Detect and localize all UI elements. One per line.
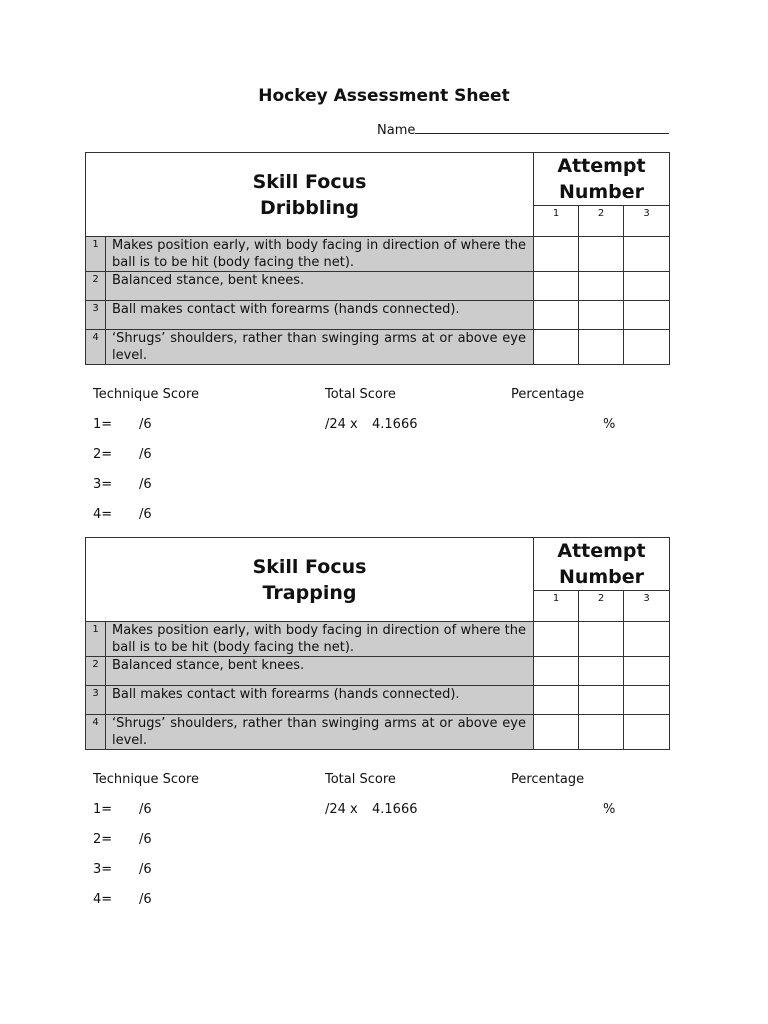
criterion-row <box>86 272 670 301</box>
skill-focus-header <box>86 153 534 237</box>
total-score-label: Total Score <box>325 772 396 787</box>
multiplier-value: 4.1666 <box>372 802 418 817</box>
score-cell-attempt-3[interactable] <box>624 715 670 750</box>
total-score-label: Total Score <box>325 387 396 402</box>
skill-table-dribbling <box>85 152 670 365</box>
skill-focus-label: Skill Focus <box>252 555 367 578</box>
criterion-row <box>86 330 670 365</box>
score-cell-attempt-3[interactable] <box>624 622 670 657</box>
score-cell-attempt-3[interactable] <box>624 330 670 365</box>
total-formula: /24 x <box>325 802 358 817</box>
criterion-text: Balanced stance, bent knees. <box>106 657 534 686</box>
score-cell-attempt-1[interactable] <box>534 715 579 750</box>
technique-row-value: /6 <box>139 892 152 907</box>
technique-row-label: 2= <box>93 832 113 847</box>
technique-row-label: 3= <box>93 477 113 492</box>
multiplier-value: 4.1666 <box>372 417 418 432</box>
criterion-text: Makes position early, with body facing in direction of where the ball is to be hit (body facing the net). <box>106 237 534 272</box>
criterion-text: Ball makes contact with forearms (hands connected). <box>106 301 534 330</box>
attempt-heading-line1: Attempt <box>557 155 646 177</box>
name-underline[interactable] <box>415 121 669 134</box>
criterion-number: 3 <box>86 686 106 715</box>
score-cell-attempt-2[interactable] <box>579 657 624 686</box>
skill-name: Trapping <box>262 581 357 604</box>
score-cell-attempt-2[interactable] <box>579 272 624 301</box>
score-cell-attempt-1[interactable] <box>534 622 579 657</box>
criterion-number: 3 <box>86 301 106 330</box>
score-cell-attempt-1[interactable] <box>534 272 579 301</box>
technique-row-label: 3= <box>93 862 113 877</box>
score-cell-attempt-3[interactable] <box>624 686 670 715</box>
attempt-1-header: 1 <box>534 591 579 622</box>
technique-score-label: Technique Score <box>93 387 199 402</box>
attempt-heading-line2: Number <box>558 181 645 203</box>
percent-sign: % <box>603 802 616 817</box>
score-cell-attempt-2[interactable] <box>579 330 624 365</box>
technique-row-value: /6 <box>139 832 152 847</box>
criterion-number: 1 <box>86 622 106 657</box>
technique-row-value: /6 <box>139 447 152 462</box>
criterion-text: Makes position early, with body facing in direction of where the ball is to be hit (body facing the net). <box>106 622 534 657</box>
skill-focus-header <box>86 538 534 622</box>
score-cell-attempt-2[interactable] <box>579 715 624 750</box>
attempt-heading-line1: Attempt <box>557 540 646 562</box>
percent-sign: % <box>603 417 616 432</box>
score-cell-attempt-1[interactable] <box>534 237 579 272</box>
technique-row-label: 2= <box>93 447 113 462</box>
technique-score-label: Technique Score <box>93 772 199 787</box>
criterion-row <box>86 686 670 715</box>
attempt-3-header: 3 <box>624 591 670 622</box>
criterion-text: ‘Shrugs’ shoulders, rather than swinging arms at or above eye level. <box>106 715 534 750</box>
criterion-row <box>86 715 670 750</box>
criterion-text: ‘Shrugs’ shoulders, rather than swinging arms at or above eye level. <box>106 330 534 365</box>
skill-table-trapping <box>85 537 670 750</box>
attempt-number-header <box>534 153 670 206</box>
technique-row-label: 4= <box>93 507 113 522</box>
attempt-2-header: 2 <box>579 206 624 237</box>
score-cell-attempt-3[interactable] <box>624 272 670 301</box>
total-formula: /24 x <box>325 417 358 432</box>
name-label: Name <box>377 123 416 138</box>
attempt-heading-line2: Number <box>558 566 645 588</box>
score-cell-attempt-2[interactable] <box>579 622 624 657</box>
technique-row-value: /6 <box>139 802 152 817</box>
skill-name: Dribbling <box>259 196 359 219</box>
criterion-text: Balanced stance, bent knees. <box>106 272 534 301</box>
technique-row-label: 1= <box>93 417 113 432</box>
criterion-number: 2 <box>86 272 106 301</box>
attempt-1-header: 1 <box>534 206 579 237</box>
score-cell-attempt-2[interactable] <box>579 301 624 330</box>
attempt-2-header: 2 <box>579 591 624 622</box>
criterion-row <box>86 622 670 657</box>
technique-row-value: /6 <box>139 862 152 877</box>
criterion-number: 4 <box>86 715 106 750</box>
technique-row-value: /6 <box>139 477 152 492</box>
score-cell-attempt-2[interactable] <box>579 686 624 715</box>
technique-row-label: 4= <box>93 892 113 907</box>
score-cell-attempt-3[interactable] <box>624 237 670 272</box>
criterion-row <box>86 237 670 272</box>
criterion-number: 1 <box>86 237 106 272</box>
attempt-number-header <box>534 538 670 591</box>
score-cell-attempt-2[interactable] <box>579 237 624 272</box>
criterion-row <box>86 657 670 686</box>
score-cell-attempt-1[interactable] <box>534 330 579 365</box>
score-cell-attempt-1[interactable] <box>534 301 579 330</box>
criterion-row <box>86 301 670 330</box>
score-cell-attempt-3[interactable] <box>624 657 670 686</box>
criterion-number: 4 <box>86 330 106 365</box>
score-cell-attempt-1[interactable] <box>534 657 579 686</box>
score-cell-attempt-1[interactable] <box>534 686 579 715</box>
skill-focus-label: Skill Focus <box>252 170 367 193</box>
technique-row-value: /6 <box>139 507 152 522</box>
criterion-number: 2 <box>86 657 106 686</box>
attempt-3-header: 3 <box>624 206 670 237</box>
technique-row-value: /6 <box>139 417 152 432</box>
technique-row-label: 1= <box>93 802 113 817</box>
percentage-label: Percentage <box>511 387 585 402</box>
criterion-text: Ball makes contact with forearms (hands connected). <box>106 686 534 715</box>
page-title: Hockey Assessment Sheet <box>258 86 510 106</box>
name-field[interactable] <box>377 121 669 138</box>
percentage-label: Percentage <box>511 772 585 787</box>
score-cell-attempt-3[interactable] <box>624 301 670 330</box>
